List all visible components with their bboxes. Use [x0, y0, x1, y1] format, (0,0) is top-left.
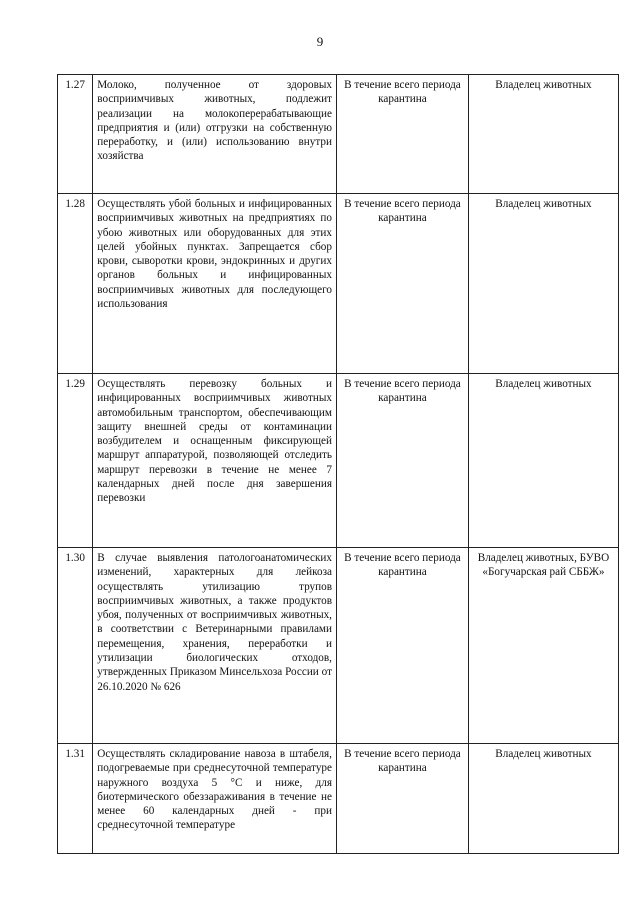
measure-term: В течение всего периода карантина [336, 374, 468, 548]
measure-term: В течение всего периода карантина [336, 75, 468, 194]
responsible-party: Владелец животных, БУВО «Богучарская рай СББЖ» [468, 548, 618, 744]
item-number: 1.27 [58, 75, 93, 194]
table-row [58, 374, 619, 548]
measure-term: В течение всего периода карантина [336, 548, 468, 744]
responsible-party: Владелец животных [468, 75, 618, 194]
item-number: 1.29 [58, 374, 93, 548]
table-row [58, 548, 619, 744]
item-number: 1.31 [58, 744, 93, 854]
measure-text: Осуществлять перевозку больных и инфицированных восприимчивых животных автомобильным транспортом, обеспечивающим защиту внешней среды от контаминации возбудителем и оснащенным фиксирующей маршрут аппаратурой, позволяющей отследить маршрут перевозки в течение не менее 7 календарных дней после дня завершения перевозки [93, 374, 337, 548]
item-number: 1.28 [58, 194, 93, 374]
responsible-party: Владелец животных [468, 374, 618, 548]
table-row [58, 744, 619, 854]
responsible-party: Владелец животных [468, 744, 618, 854]
responsible-party: Владелец животных [468, 194, 618, 374]
table-row [58, 75, 619, 194]
measure-term: В течение всего периода карантина [336, 194, 468, 374]
measure-text: В случае выявления патологоанатомических изменений, характерных для лейкоза осуществлять утилизацию трупов восприимчивых животных, а также продуктов убоя, полученных от восприимчивых животных, в соответствии с Ветеринарными правилами перемещения, хранения, переработки и утилизации биологических отходов, утвержденных Приказом Минсельхоза России от 26.10.2020 № 626 [93, 548, 337, 744]
table-row [58, 194, 619, 374]
measure-text: Молоко, полученное от здоровых восприимчивых животных, подлежит реализации на молокоперерабатывающие предприятия и (или) отгрузки на собственную переработку, и (или) использованию внутри хозяйства [93, 75, 337, 194]
item-number: 1.30 [58, 548, 93, 744]
page-number: 9 [316, 34, 324, 49]
measure-text: Осуществлять убой больных и инфицированных восприимчивых животных на предприятиях по убою животных или оборудованных для этих целей убойных пунктах. Запрещается сбор крови, сыворотки крови, эндокринных и других органов больных и инфицированных восприимчивых животных для последующего использования [93, 194, 337, 374]
measure-text: Осуществлять складирование навоза в штабеля, подогреваемые при среднесуточной температуре наружного воздуха 5 °С и ниже, для биотермического обеззараживания в течение не менее 60 календарных дней - при среднесуточной температуре [93, 744, 337, 854]
measure-term: В течение всего периода карантина [336, 744, 468, 854]
measures-table [57, 74, 619, 854]
